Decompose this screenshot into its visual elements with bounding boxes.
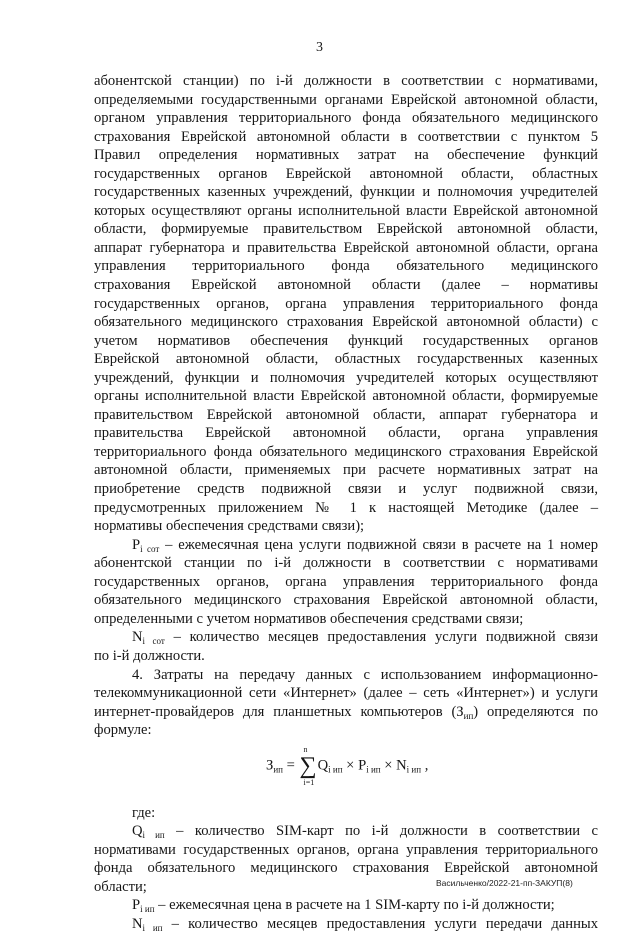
text-line: определяемыми государственными органами Еврейской автономной области,: [94, 91, 598, 108]
text-line: государственных органов, органа управления территориального фонда: [94, 295, 598, 312]
text-line: органы исполнительной власти Еврейской автономной области, формируемые: [94, 388, 598, 405]
definition-text: – ежемесячная цена услуги подвижной связи в расчете на 1 номер: [159, 536, 599, 553]
text-line: государственных органов Еврейской автономной области, областных: [94, 165, 598, 182]
definition-text: – ежемесячная цена в расчете на 1 SIM-карту по i-й должности;: [154, 897, 555, 914]
item-4: [94, 666, 598, 740]
text-line: области, формируемые правительством Еврейской автономной области,: [94, 221, 598, 238]
definition-p-ip: [94, 896, 598, 915]
equals-sign: =: [282, 757, 299, 774]
where-label: где:: [132, 804, 156, 821]
formula-n-subscript: i ип: [406, 764, 422, 775]
text-line: страхования Еврейской автономной области (далее – нормативы: [94, 277, 598, 294]
formula-n: N: [396, 757, 407, 774]
text-line: государственных органов, органа управления территориального фонда: [94, 573, 598, 590]
text-line: нормативы обеспечения средствами связи);: [94, 518, 365, 535]
variable-symbol: N: [132, 915, 143, 932]
formula-tail: ,: [421, 757, 429, 774]
definition-first-line: [94, 536, 598, 555]
document-body: [94, 72, 598, 934]
definition-text: – количество месяцев предоставления услуги передачи данных: [162, 915, 598, 932]
multiply-sign: ×: [342, 757, 359, 774]
variable-subscript: ип: [463, 710, 474, 721]
text-line: формуле:: [94, 722, 152, 739]
text-line: телекоммуникационной сети «Интернет» (далее – сеть «Интернет») и услуги: [94, 685, 598, 702]
text-line: управления территориального фонда обязательного медицинского: [94, 258, 598, 275]
formula-q-subscript: i ип: [328, 764, 343, 775]
text-line: предусмотренных приложением № 1 к настоящей Методике (далее –: [94, 499, 598, 516]
text-line: правительством Еврейской автономной области, аппарат губернатора и: [94, 406, 598, 423]
definition-text: – количество месяцев предоставления услуги подвижной связи: [164, 629, 598, 646]
definition-first-line: [94, 822, 598, 841]
text-line: определенными с учетом нормативов обеспечения средствами связи;: [94, 610, 524, 627]
text-line: автономной области, применяемых при расчете нормативных затрат на: [94, 462, 598, 479]
text-span: ) определяются по: [473, 703, 598, 720]
definition-p-sot: [94, 536, 598, 629]
text-line: по i-й должности.: [94, 647, 205, 664]
text-line: которых осуществляют органы исполнительной власти Еврейской автономной: [94, 202, 598, 219]
variable-symbol: Q: [132, 823, 143, 840]
multiply-sign: ×: [380, 757, 397, 774]
text-line: приобретение средств подвижной связи и услуг подвижной связи,: [94, 481, 598, 498]
text-line: 4. Затраты на передачу данных с использованием информационно-: [132, 666, 598, 683]
variable-subscript: i сот: [142, 636, 165, 647]
definition-n-sot: [94, 628, 598, 665]
sum-symbol: ∑ n i=1: [299, 744, 317, 787]
text-line: органом управления территориального фонда обязательного медицинского: [94, 110, 598, 127]
definition-text: – количество SIM-карт по i-й должности в соответствии с: [164, 823, 598, 840]
formula-q: Q: [317, 757, 329, 774]
formula-lhs-subscript: ип: [273, 764, 283, 775]
variable-subscript: i ип: [142, 830, 165, 841]
formula-lhs: З: [266, 757, 274, 774]
text-line: фонда обязательного медицинского страхования Еврейской автономной: [94, 860, 598, 877]
text-line: правительства Еврейской автономной области, органа управления: [94, 425, 598, 442]
formula-p: P: [358, 757, 367, 774]
variable-subscript: i сот: [140, 543, 160, 554]
sum-lower-limit: i=1: [303, 777, 315, 787]
variable-symbol: P: [132, 897, 141, 914]
text-line: государственных казенных учреждений, функции и полномочия учредителей: [94, 184, 598, 201]
text-line: абонентской станции) по i-й должности в соответствии с нормативами,: [94, 73, 598, 89]
text-line: аппарат губернатора и правительства Еврейской автономной области, органа: [94, 239, 598, 256]
formula-expression: [266, 744, 429, 787]
page-number: 3: [316, 40, 323, 55]
text-span: интернет-провайдеров для планшетных компьютеров (З: [94, 703, 464, 720]
text-line: абонентской станции по i-й должности в соответствии с нормативами: [94, 555, 598, 572]
paragraph-normatives: [94, 72, 598, 536]
variable-subscript: i ип: [140, 904, 155, 915]
text-line: учреждений, функции и полномочия учредителей которых осуществляют: [94, 369, 598, 386]
sum-upper-limit: n: [303, 744, 308, 754]
formula-p-subscript: i ип: [366, 764, 381, 775]
variable-symbol: N: [132, 629, 143, 646]
text-line: обязательного медицинского страхования Еврейской автономной области) с: [94, 314, 598, 331]
text-line: Правил определения нормативных затрат на обеспечение функций: [94, 147, 598, 164]
text-line: страхования Еврейской автономной области в соответствии с пунктом 5: [94, 128, 598, 145]
definition-n-ip: [94, 915, 598, 934]
text-line: нормативами государственных органов, органа управления территориального: [94, 841, 598, 858]
text-line: [94, 703, 598, 722]
formula-block: [94, 740, 598, 804]
text-line: учетом нормативов обеспечения функций государственных органов: [94, 332, 598, 349]
variable-symbol: P: [132, 536, 141, 553]
text-line: Еврейской автономной области, областных государственных казенных: [94, 351, 598, 368]
document-footer-code: Васильченко/2022-21-пп-ЗАКУП(8): [436, 878, 573, 888]
definition-first-line: [94, 628, 598, 647]
variable-subscript: i ип: [142, 922, 163, 933]
text-line: обязательного медицинского страхования Еврейской автономной области,: [94, 592, 598, 609]
text-line: территориального фонда обязательного медицинского страхования Еврейской: [94, 443, 598, 460]
text-line: области;: [94, 878, 147, 895]
